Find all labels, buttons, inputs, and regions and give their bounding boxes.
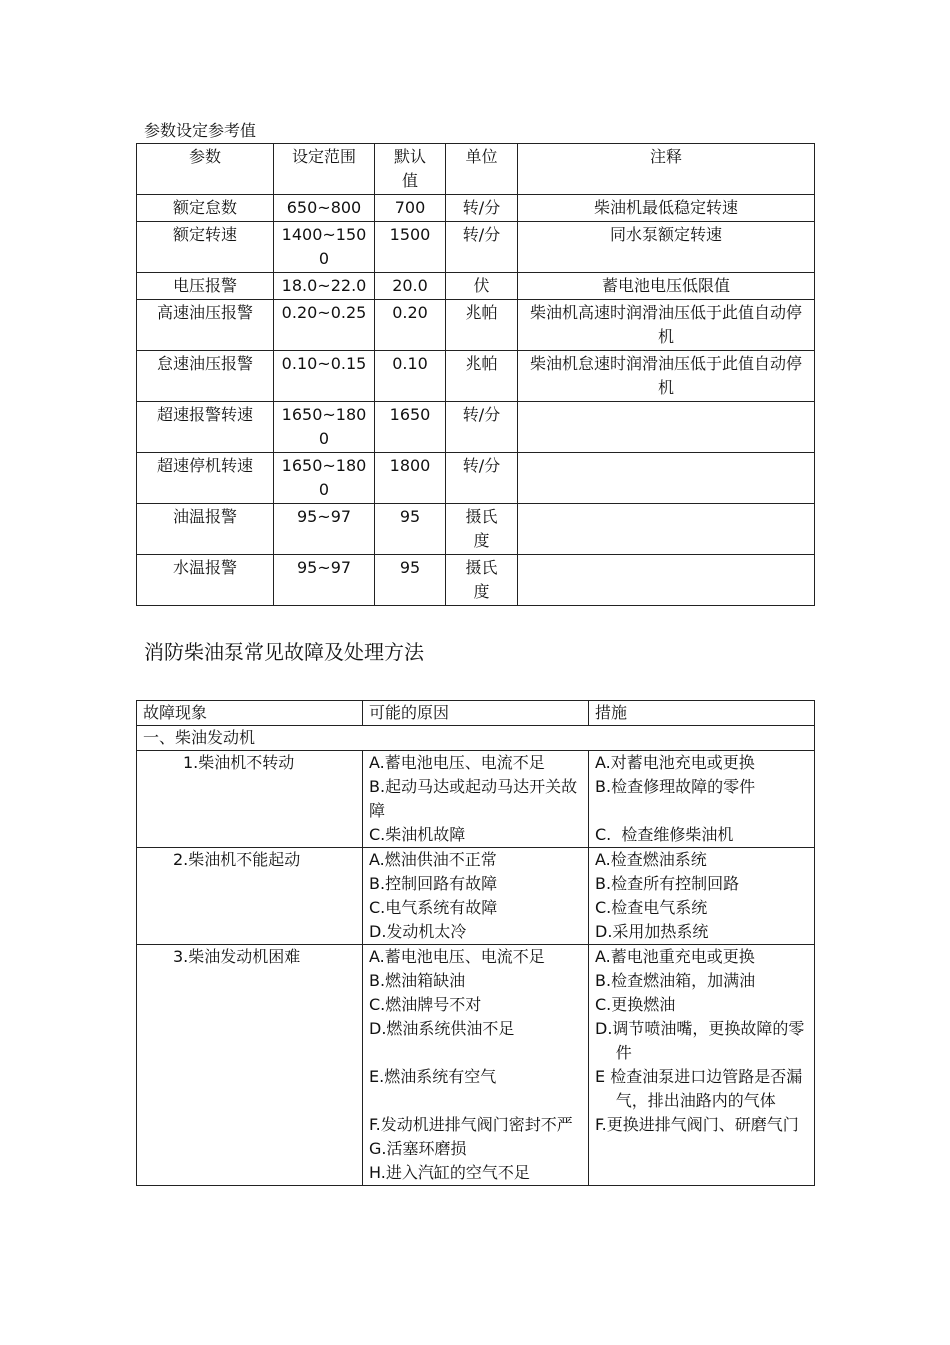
cell-note: 柴油机最低稳定转速	[518, 195, 815, 222]
cell-causes	[363, 945, 589, 1186]
cell-range: 650~800	[274, 195, 375, 222]
cell-unit: 转/分	[446, 402, 518, 453]
measure-item: C. 检查维修柴油机	[595, 825, 734, 844]
cause-item: H.进入汽缸的空气不足	[369, 1163, 530, 1182]
cell-measures	[589, 751, 815, 848]
table-row	[137, 402, 815, 453]
cell-param: 怠速油压报警	[137, 351, 274, 402]
cell-default: 1650	[375, 402, 446, 453]
cell-default: 95	[375, 504, 446, 555]
table-row	[137, 351, 815, 402]
table-row	[137, 848, 815, 945]
cell-unit: 转/分	[446, 195, 518, 222]
cell-range: 1650~1800	[274, 402, 375, 453]
cause-item: B.燃油箱缺油	[369, 971, 466, 990]
header-note: 注释	[518, 144, 815, 195]
cell-unit: 摄氏度	[446, 504, 518, 555]
table-row	[137, 453, 815, 504]
measure-item: A.对蓄电池充电或更换	[595, 753, 755, 772]
cell-symptom: 1.柴油机不转动	[137, 751, 363, 848]
cell-default: 20.0	[375, 273, 446, 300]
fault-section-title: 消防柴油泵常见故障及处理方法	[144, 640, 424, 664]
table-row	[137, 504, 815, 555]
cell-note: 柴油机怠速时润滑油压低于此值自动停机	[518, 351, 815, 402]
cell-range: 18.0~22.0	[274, 273, 375, 300]
cause-item: C.电气系统有故障	[369, 898, 498, 917]
cell-range: 95~97	[274, 504, 375, 555]
cell-range: 1650~1800	[274, 453, 375, 504]
section-row	[137, 726, 815, 751]
table-row	[137, 222, 815, 273]
cell-unit: 兆帕	[446, 351, 518, 402]
cell-note: 柴油机高速时润滑油压低于此值自动停机	[518, 300, 815, 351]
cell-note	[518, 453, 815, 504]
cell-causes	[363, 848, 589, 945]
cell-param: 油温报警	[137, 504, 274, 555]
cause-item: F.发动机进排气阀门密封不严	[369, 1115, 573, 1134]
cell-symptom: 3.柴油发动机困难	[137, 945, 363, 1186]
cell-range: 1400~1500	[274, 222, 375, 273]
cell-unit: 转/分	[446, 222, 518, 273]
measure-item: C.更换燃油	[595, 995, 676, 1014]
cell-default: 95	[375, 555, 446, 606]
cell-range: 0.20~0.25	[274, 300, 375, 351]
cell-range: 95~97	[274, 555, 375, 606]
cell-param: 水温报警	[137, 555, 274, 606]
cell-default: 0.20	[375, 300, 446, 351]
cause-item: B.控制回路有故障	[369, 874, 498, 893]
cell-note: 同水泵额定转速	[518, 222, 815, 273]
header-param: 参数	[137, 144, 274, 195]
measure-item: C.检查电气系统	[595, 898, 708, 917]
header-default: 默认值	[375, 144, 446, 195]
measure-item: E 检查油泵进口边管路是否漏气，排出油路内的气体	[595, 1067, 803, 1110]
cell-default: 0.10	[375, 351, 446, 402]
cell-note	[518, 402, 815, 453]
cell-param: 超速停机转速	[137, 453, 274, 504]
measure-item: B.检查燃油箱，加满油	[595, 971, 756, 990]
table-row	[137, 751, 815, 848]
section-label: 一、柴油发动机	[137, 726, 815, 751]
fault-table	[136, 700, 815, 1186]
measure-item: B.检查修理故障的零件	[595, 777, 756, 796]
parameter-table	[136, 143, 815, 606]
cause-item: A.蓄电池电压、电流不足	[369, 753, 545, 772]
cell-param: 高速油压报警	[137, 300, 274, 351]
cell-param: 额定转速	[137, 222, 274, 273]
measure-item: B.检查所有控制回路	[595, 874, 740, 893]
cause-item: B.起动马达或起动马达开关故障	[369, 777, 578, 820]
table-row	[137, 945, 815, 1186]
table-row	[137, 273, 815, 300]
cell-measures	[589, 848, 815, 945]
cell-note	[518, 555, 815, 606]
cell-default: 1500	[375, 222, 446, 273]
header-cause: 可能的原因	[363, 701, 589, 726]
cell-causes	[363, 751, 589, 848]
cell-unit: 伏	[446, 273, 518, 300]
header-measure: 措施	[589, 701, 815, 726]
cause-item: D.发动机太冷	[369, 922, 467, 941]
table-header-row	[137, 144, 815, 195]
param-table-title: 参数设定参考值	[144, 121, 257, 140]
cause-item: D.燃油系统供油不足	[369, 1019, 515, 1038]
cause-item: C.燃油牌号不对	[369, 995, 482, 1014]
measure-item: F.更换进排气阀门、研磨气门	[595, 1115, 799, 1134]
cause-item: C.柴油机故障	[369, 825, 466, 844]
table-row	[137, 195, 815, 222]
cell-range: 0.10~0.15	[274, 351, 375, 402]
header-unit: 单位	[446, 144, 518, 195]
measure-item: A.蓄电池重充电或更换	[595, 947, 755, 966]
table-row	[137, 300, 815, 351]
header-range: 设定范围	[274, 144, 375, 195]
cell-default: 1800	[375, 453, 446, 504]
cause-item: E.燃油系统有空气	[369, 1067, 497, 1086]
cell-param: 电压报警	[137, 273, 274, 300]
cell-param: 超速报警转速	[137, 402, 274, 453]
cause-item: A.蓄电池电压、电流不足	[369, 947, 545, 966]
cell-default: 700	[375, 195, 446, 222]
measure-item: A.检查燃油系统	[595, 850, 707, 869]
cell-unit: 摄氏度	[446, 555, 518, 606]
cause-item: A.燃油供油不正常	[369, 850, 497, 869]
cell-param: 额定怠数	[137, 195, 274, 222]
cell-measures	[589, 945, 815, 1186]
cell-note	[518, 504, 815, 555]
measure-item: D.采用加热系统	[595, 922, 709, 941]
cell-note: 蓄电池电压低限值	[518, 273, 815, 300]
table-row	[137, 555, 815, 606]
cell-symptom: 2.柴油机不能起动	[137, 848, 363, 945]
measure-item: D.调节喷油嘴，更换故障的零件	[595, 1019, 805, 1062]
cause-item: G.活塞环磨损	[369, 1139, 467, 1158]
table-header-row	[137, 701, 815, 726]
header-symptom: 故障现象	[137, 701, 363, 726]
cell-unit: 兆帕	[446, 300, 518, 351]
cell-unit: 转/分	[446, 453, 518, 504]
